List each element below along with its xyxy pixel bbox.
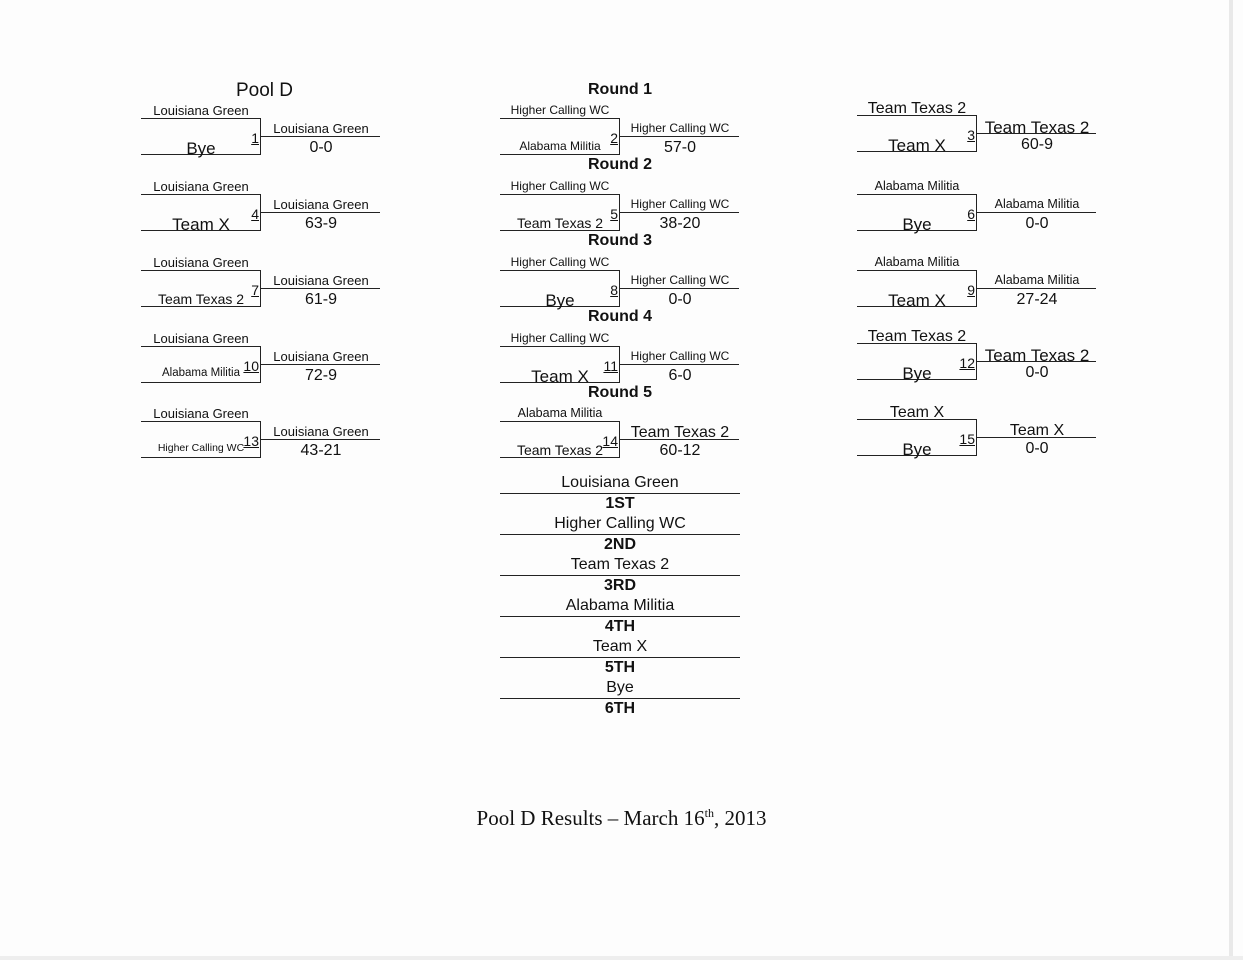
match-number: 12: [959, 355, 975, 371]
placement-team: Bye: [500, 677, 740, 699]
match-score: 38-20: [659, 215, 701, 232]
bracket-match: [141, 101, 381, 163]
match-score: 27-24: [1016, 291, 1058, 308]
team-top: Higher Calling WC: [510, 103, 610, 117]
footer-prefix: Pool D Results – March 16: [476, 806, 705, 830]
team-bottom: Team Texas 2: [516, 215, 604, 231]
team-top: Alabama Militia: [874, 179, 960, 193]
bracket-match: [857, 402, 1097, 464]
team-top: Louisiana Green: [153, 406, 249, 421]
bracket-line: [260, 212, 380, 213]
match-score: 6-0: [668, 367, 692, 384]
match-number: 3: [967, 127, 975, 143]
bracket-line: [500, 154, 620, 155]
match-score: 0-0: [309, 139, 333, 156]
team-bottom: Bye: [545, 291, 575, 310]
placement-rank: 2ND: [603, 536, 636, 553]
bracket-line: [500, 194, 620, 195]
match-winner: Alabama Militia: [994, 197, 1080, 211]
team-top: Team X: [889, 404, 945, 421]
bracket-line: [141, 270, 261, 271]
team-bottom: Alabama Militia: [519, 139, 601, 153]
match-score: 72-9: [304, 367, 338, 384]
bracket-line: [260, 439, 380, 440]
bracket-line: [141, 194, 261, 195]
placement-team: Team X: [500, 636, 740, 658]
match-score: 60-12: [659, 442, 701, 459]
placement-team: Higher Calling WC: [500, 513, 740, 535]
match-winner: Louisiana Green: [273, 273, 369, 288]
match-winner: Louisiana Green: [273, 197, 369, 212]
scan-bottom-edge: [0, 956, 1243, 960]
match-score: 0-0: [668, 291, 692, 308]
match-winner: Higher Calling WC: [630, 349, 730, 363]
bracket-line: [619, 288, 739, 289]
match-number: 7: [251, 282, 259, 298]
team-top: Louisiana Green: [153, 103, 249, 118]
bracket-match: [500, 329, 740, 391]
bracket-match: [500, 177, 740, 239]
bracket-line: [260, 364, 380, 365]
bracket-match: [500, 404, 740, 466]
bracket-line: [619, 212, 739, 213]
team-bottom: Team X: [888, 136, 946, 155]
bracket-line: [976, 212, 1096, 213]
team-bottom: Higher Calling WC: [157, 442, 245, 454]
footer-sup: th: [704, 806, 714, 820]
match-winner: Team Texas 2: [984, 118, 1090, 137]
bracket-line: [500, 346, 620, 347]
page-footer: [0, 806, 1243, 831]
match-winner: Alabama Militia: [994, 273, 1080, 287]
team-top: Higher Calling WC: [510, 331, 610, 345]
bracket-line: [260, 136, 380, 137]
team-bottom: Team Texas 2: [157, 291, 245, 307]
bracket-line: [141, 421, 261, 422]
match-winner: Higher Calling WC: [630, 197, 730, 211]
bracket-line: [141, 118, 261, 119]
match-number: 1: [251, 130, 259, 146]
placement-rank: 6TH: [604, 700, 636, 717]
match-score: 57-0: [663, 139, 697, 156]
bracket-match: [141, 177, 381, 239]
match-number: 11: [603, 358, 618, 374]
pool-title: Pool D: [236, 80, 294, 101]
bracket-line: [141, 346, 261, 347]
team-top: Higher Calling WC: [510, 179, 610, 193]
placement-rank: 5TH: [604, 659, 636, 676]
match-score: 60-9: [1020, 136, 1054, 153]
bracket-match: [500, 101, 740, 163]
match-number: 5: [610, 206, 618, 222]
match-number: 6: [967, 206, 975, 222]
match-score: 63-9: [304, 215, 338, 232]
bracket-line: [500, 270, 620, 271]
footer-suffix: , 2013: [713, 806, 767, 830]
team-bottom: Bye: [186, 139, 216, 158]
match-winner: Team Texas 2: [630, 424, 730, 441]
match-winner: Louisiana Green: [273, 349, 369, 364]
round-5-title: Round 5: [588, 384, 652, 401]
team-top: Higher Calling WC: [510, 255, 610, 269]
bracket-match: [857, 98, 1097, 160]
match-score: 0-0: [1025, 215, 1049, 232]
bracket-match: [857, 253, 1097, 315]
team-top: Louisiana Green: [153, 255, 249, 270]
placement-team: Alabama Militia: [500, 595, 740, 617]
team-bottom: Team X: [531, 367, 589, 386]
bracket-match: [141, 329, 381, 391]
team-top: Louisiana Green: [153, 331, 249, 346]
round-4-title: Round 4: [588, 308, 652, 325]
team-bottom: Bye: [902, 440, 932, 459]
match-score: 0-0: [1025, 364, 1049, 381]
match-number: 10: [243, 358, 259, 374]
bracket-line: [500, 421, 620, 422]
team-top: Alabama Militia: [874, 255, 960, 269]
match-winner: Higher Calling WC: [630, 121, 730, 135]
match-score: 0-0: [1025, 440, 1049, 457]
match-winner: Team X: [1009, 422, 1065, 439]
match-number: 2: [610, 130, 618, 146]
match-winner: Team Texas 2: [984, 346, 1090, 365]
match-winner: Louisiana Green: [273, 424, 369, 439]
match-number: 14: [602, 433, 618, 449]
bracket-line: [857, 194, 977, 195]
bracket-line: [260, 288, 380, 289]
bracket-line: [141, 457, 261, 458]
round-1-title: Round 1: [588, 81, 652, 98]
bracket-line: [976, 288, 1096, 289]
bracket-match: [500, 253, 740, 315]
round-2-title: Round 2: [588, 156, 652, 173]
match-winner: Higher Calling WC: [630, 273, 730, 287]
team-bottom: Team X: [888, 291, 946, 310]
bracket-match: [141, 404, 381, 466]
team-top: Louisiana Green: [153, 179, 249, 194]
team-bottom: Team X: [172, 215, 230, 234]
team-top: Alabama Militia: [517, 406, 603, 420]
match-number: 9: [967, 282, 975, 298]
team-bottom: Team Texas 2: [516, 442, 604, 458]
placement-rank: 1ST: [605, 495, 635, 512]
bracket-match: [141, 253, 381, 315]
bracket-line: [141, 382, 261, 383]
team-bottom: Alabama Militia: [162, 367, 240, 379]
round-3-title: Round 3: [588, 232, 652, 249]
placement-rank: 4TH: [604, 618, 636, 635]
placement-rank: 3RD: [603, 577, 636, 594]
bracket-match: [857, 177, 1097, 239]
match-number: 15: [959, 431, 975, 447]
bracket-line: [500, 118, 620, 119]
bracket-line: [619, 364, 739, 365]
match-number: 8: [610, 282, 618, 298]
placement-team: Team Texas 2: [500, 554, 740, 576]
team-top: Team Texas 2: [867, 100, 967, 117]
bracket-line: [619, 136, 739, 137]
bracket-match: [857, 326, 1097, 388]
match-score: 43-21: [300, 442, 342, 459]
team-bottom: Bye: [902, 364, 932, 383]
match-score: 61-9: [304, 291, 338, 308]
match-winner: Louisiana Green: [273, 121, 369, 136]
final-standings: [500, 472, 740, 718]
placement-team: Louisiana Green: [500, 472, 740, 494]
match-number: 13: [243, 433, 259, 449]
team-bottom: Bye: [902, 215, 932, 234]
team-top: Team Texas 2: [867, 328, 967, 345]
match-number: 4: [251, 206, 259, 222]
bracket-line: [857, 270, 977, 271]
